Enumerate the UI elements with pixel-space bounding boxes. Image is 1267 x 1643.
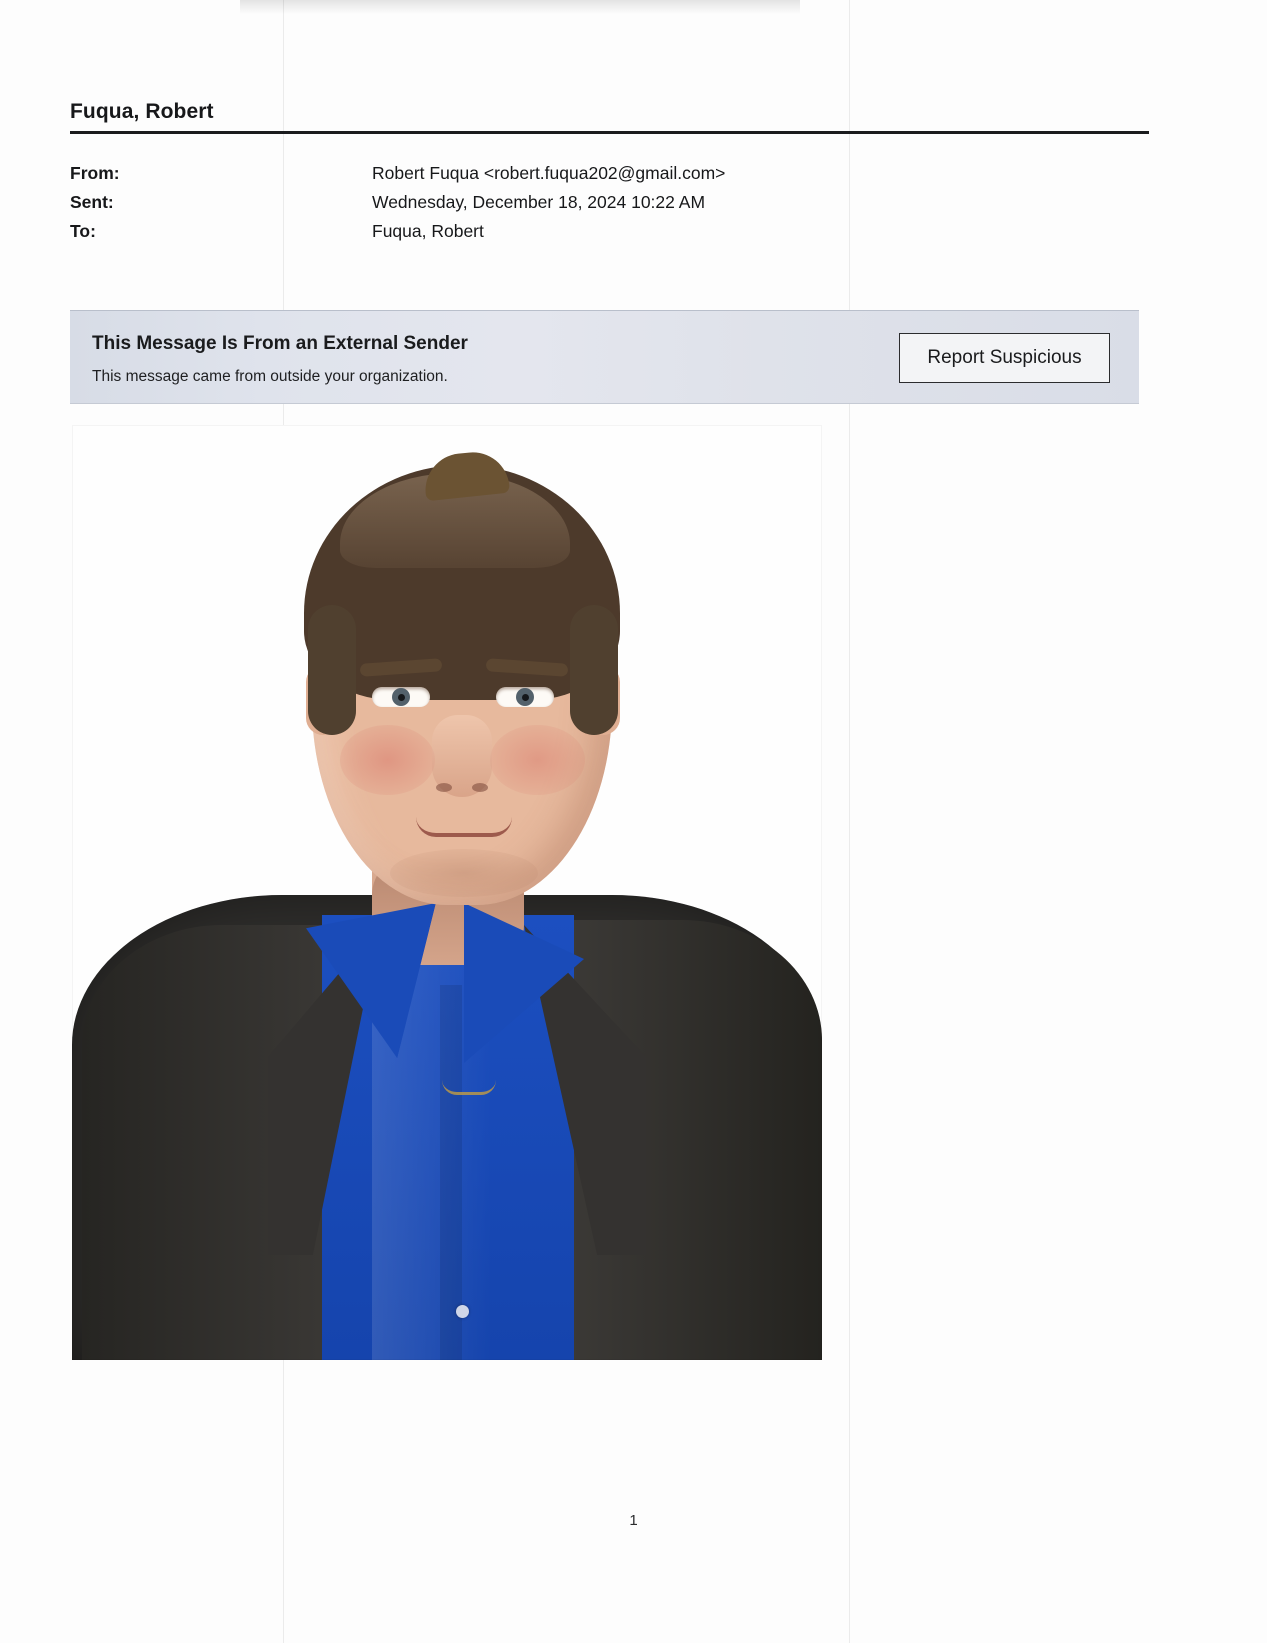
- portrait-photo: [72, 425, 822, 1360]
- from-label: From:: [70, 163, 120, 183]
- email-header-row-to: [70, 218, 1070, 244]
- external-sender-banner: [70, 310, 1139, 404]
- email-header-row-sent: [70, 189, 1070, 215]
- scan-artifact-top: [240, 0, 800, 14]
- report-suspicious-button[interactable]: Report Suspicious: [899, 333, 1110, 383]
- page-number: 1: [629, 1512, 638, 1529]
- external-sender-title: This Message Is From an External Sender: [92, 333, 468, 354]
- photo-border: [72, 425, 822, 1360]
- email-header-row-from: [70, 160, 1070, 186]
- header-divider: [70, 131, 1149, 134]
- sent-value: Wednesday, December 18, 2024 10:22 AM: [372, 192, 706, 212]
- email-header-fields: [70, 160, 1070, 247]
- external-sender-subtitle: This message came from outside your organization.: [92, 368, 448, 385]
- to-value: Fuqua, Robert: [372, 221, 484, 241]
- sent-label: Sent:: [70, 192, 114, 212]
- page-title: Fuqua, Robert: [70, 100, 214, 123]
- to-label: To:: [70, 221, 96, 241]
- from-value: Robert Fuqua <robert.fuqua202@gmail.com>: [372, 163, 726, 183]
